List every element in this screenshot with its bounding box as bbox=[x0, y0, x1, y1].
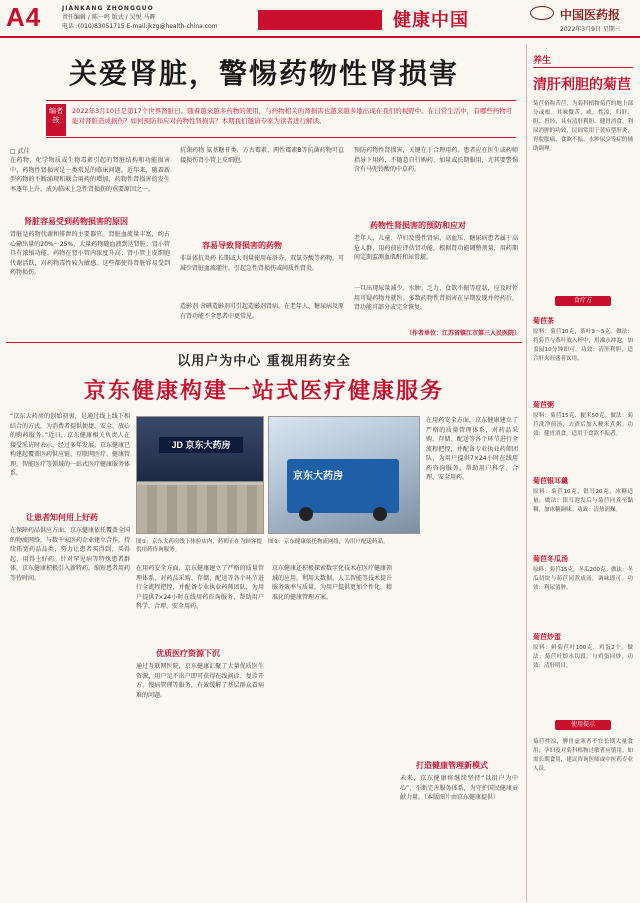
article1-credit: （作者单位：江苏省镇江市第三人民医院） bbox=[406, 330, 521, 337]
article2-col3-para2: 未来，京东健康将继续坚持“以用户为中心”，不断完善服务体系，为守护国民健康贡献力量。（本版图片由京东健康提供） bbox=[400, 775, 518, 801]
article1-col1-para1: 在药物、化学物质或生物毒素引起的肾脏结构和功能损害中，药物性肾损害是一类常见的临床问题。近年来，随着新型药物的不断涌现和联合用药的增加，药物性肾损害的发生率逐年上升，成为临床上急性肾损伤的重要原因之一。 bbox=[10, 157, 170, 193]
sidebar bbox=[526, 44, 636, 902]
article1-title: 关爱肾脏，警惕药物性肾损害 bbox=[68, 57, 459, 90]
sidebar-title: 清肝利胆的菊苣 bbox=[533, 77, 631, 93]
article1-col3-subhead: 药物性肾损害的预防和应对 bbox=[370, 221, 466, 230]
store-floor bbox=[137, 485, 264, 533]
article1-lead: 2022年3月10日是第17个世界肾脏日。随着越来越多药物的使用，与药物相关的肾损害也越来越多地出现在我们的视野中。在日常生活中，有哪些药物可能对肾脏造成损伤？如何预防和应对药物性肾损害？本期我们邀请专家为读者进行解读。 bbox=[72, 107, 513, 125]
article1-col3-para3: 一旦出现尿量减少、水肿、乏力、食欲不振等症状，应及时停用可疑药物并就医。多数药物性肾损害在早期发现并停药后，肾功能可部分或完全恢复。 bbox=[354, 285, 518, 311]
section-divider bbox=[6, 342, 522, 343]
wheel-icon bbox=[299, 507, 313, 521]
sidebar-tip: 菊苣性凉，脾胃虚寒者不宜长期大量食用；孕妇及对菊科植物过敏者应慎用。如需长期食用，建议咨询医师或中医药专业人员。 bbox=[533, 739, 633, 772]
header-red-bar bbox=[258, 10, 382, 30]
sidebar-column-head bbox=[533, 48, 633, 68]
article1-lead-box bbox=[46, 100, 516, 138]
masthead: 中国医药报 bbox=[560, 8, 621, 22]
article2-title: 京东健康构建一站式医疗健康服务 bbox=[83, 378, 444, 404]
editor-note-tag: 编者按 bbox=[46, 104, 66, 136]
recipe3-title: 菊苣银耳羹 bbox=[533, 477, 568, 485]
store-sign: JD 京东大药房 bbox=[159, 437, 243, 453]
article2-subtitle: 以用户为中心 重视用药安全 bbox=[177, 354, 351, 369]
recipe5-title: 菊苣炒蛋 bbox=[533, 633, 561, 641]
recipe2-title: 菊苣粥 bbox=[533, 401, 554, 409]
article2-col2-para2: 通过互联网医院，京东健康汇聚了大量优质医生资源，用户足不出户即可获得在线问诊、复诊开方、慢病管理等服务，有效缓解了基层群众看病难的问题。 bbox=[136, 663, 264, 699]
recipe1-title: 菊苣茶 bbox=[533, 317, 554, 325]
article1-col2-subhead: 容易导致肾损害的药物 bbox=[202, 241, 282, 250]
sidebar-intro: 菊苣俗称苦苣，为菊科植物菊苣的地上部分或根。其味微苦、咸，性凉，归肝、胆、胃经，具有清肝利胆、健胃消食、利尿消肿的功效，民间常用于黄疸型肝炎、胃脘胀痛、食欲不振、水肿尿少等症的辅助调理。 bbox=[533, 101, 633, 152]
photo-delivery-truck bbox=[268, 416, 420, 534]
photo-pharmacy-store bbox=[136, 416, 264, 534]
recipe1-text: 原料：菊苣10克，茶叶3～5克。做法：将菊苣与茶叶放入杯中，用沸水冲泡，加盖闷10分钟即可。功效：清肝利胆，适合肝火旺盛者饮用。 bbox=[533, 329, 633, 362]
header-editors: 责任编辑 / 陈一鸣 版式 / 吴悦 马晖 bbox=[62, 14, 156, 21]
recipe3-text: 原料：菊苣10克，银耳20克，冰糖适量。做法：银耳泡发后与菊苣同煮至黏稠，加冰糖调味。功效：清热润燥。 bbox=[533, 489, 633, 513]
article1-byline: □ 武佳 bbox=[10, 148, 30, 155]
page-number: A4 bbox=[6, 2, 42, 32]
article2-col3-para1: 京东健康还积极探索数字化技术在医疗健康领域的应用，利用大数据、人工智能等技术提升服务效率与质量，为用户提供更加个性化、精准化的健康管理方案。 bbox=[272, 565, 392, 601]
page-header bbox=[0, 0, 640, 38]
article2-col1-subhead: 让患者知何用上好药 bbox=[26, 513, 98, 522]
article1-col3-para1: 预防药物性肾损害，关键在于合理用药。患者应在医生或药师指导下用药，不随意自行购药、加量或长期服用，尤其要警惕含有马兜铃酸的中草药。 bbox=[354, 147, 518, 173]
truck-icon bbox=[287, 459, 399, 513]
header-phone: 电话 :(010)83051715 E-mail:jkzg@health-china.com bbox=[62, 23, 218, 30]
article2-col4-para: 在用药安全方面，京东健康建立了严格的质量管理体系，对药品采购、存储、配送等各个环节进行全流程把控，并配备专业执业药师团队，为用户提供7×24小时在线用药咨询服务，帮助用户科学、合理、安全用药。 bbox=[426, 417, 518, 481]
main-column bbox=[6, 44, 522, 902]
sidebar-column-label: 养生 bbox=[533, 56, 552, 66]
sidebar-banner-tips: 使用提示 bbox=[555, 720, 611, 730]
header-info bbox=[62, 4, 218, 31]
article1-col2-para1: 抗菌药物 氨基糖苷类、万古霉素、两性霉素B等抗菌药物可直接损伤肾小管上皮细胞。 bbox=[180, 147, 344, 164]
recipe2-text: 原料：菊苣15克，粳米50克。做法：菊苣洗净煎汤，去渣后加入粳米煮粥。功效：健胃消食，适用于食欲不振者。 bbox=[533, 413, 633, 437]
header-en-name: JIANKANG ZHONGGUO bbox=[62, 5, 154, 12]
article1-col2-para3: 造影剂 含碘造影剂可引起造影剂肾病，在老年人、糖尿病及原有肾功能不全患者中更常见。 bbox=[180, 303, 344, 320]
truck-label: 京东大药房 bbox=[293, 471, 343, 482]
article1-col1-subhead: 肾脏容易受到药物损害的原因 bbox=[24, 217, 128, 226]
recipe4-title: 菊苣冬瓜汤 bbox=[533, 555, 568, 563]
photo2-caption: 图②：京东健康依托物流网络，为用户配送药品。 bbox=[268, 539, 389, 545]
recipe5-text: 原料：鲜菊苣叶100克，鸡蛋2个。做法：菊苣叶焯水切段，与鸡蛋同炒。功效：清肝明目。 bbox=[533, 645, 633, 669]
article2-col2-subhead: 优质医疗资源下沉 bbox=[156, 649, 220, 658]
article2-col3-subhead: 打造健康管理新模式 bbox=[416, 761, 488, 770]
sidebar-banner-recipes: 食疗方 bbox=[555, 296, 611, 306]
article2-col1-para2: 在保障药品供应方面，京东健康依托覆盖全国的物流网络，与数千家医药企业建立合作，持续拓宽药品品类，努力让患者买得到、买得起、用得上好药。针对罕见病等特殊患者群体，京东健康积极引入新特药，缩短患者用药等待时间。 bbox=[10, 527, 130, 582]
section-title: 健康中国 bbox=[393, 10, 469, 31]
article1-col2-para2: 非甾体抗炎药 长期或大剂量使用布洛芬、双氯芬酸等药物，可减少肾脏血流灌注，引起急性肾损伤或间质性肾炎。 bbox=[180, 255, 344, 272]
recipe4-text: 原料：菊苣15克，冬瓜200克。做法：冬瓜切块与菊苣同煮成汤，调味即可。功效：利尿消肿。 bbox=[533, 567, 633, 591]
article2-col2-para1: 在用药安全方面，京东健康建立了严格的质量管理体系，对药品采购、存储、配送等各个环节进行全流程把控，并配备专业执业药师团队，为用户提供7×24小时在线用药咨询服务，帮助用户科学、合理、安全用药。 bbox=[136, 565, 264, 610]
article1-col1-para2: 肾脏是药物代谢和排泄的主要器官。肾脏血流量丰富，约占心输出量的20%～25%，大量药物随血液到达肾脏；肾小管具有浓缩功能，药物在肾小管内浓度升高；肾小管上皮细胞代谢活跃，对药物毒性较为敏感。这些都使得肾脏容易受到药物损伤。 bbox=[10, 231, 170, 276]
newspaper-logo-icon bbox=[530, 6, 554, 20]
wheel-icon bbox=[373, 507, 387, 521]
article2-col1-para1: “京东大药房的创始初衷，是通过线上线下相结合的方式，为消费者提供便捷、安全、放心的购药服务。”近日，京东健康相关负责人在接受采访时表示，经过多年发展，京东健康已构建起覆盖医药供应链、互联网医疗、健康管理、智能医疗等领域的一站式医疗健康服务体系。 bbox=[10, 413, 130, 477]
issue-date: 2022年3月9日 星期三 bbox=[560, 26, 621, 33]
article1-col3-para2: 老年人、儿童、孕妇及慢性肾病、高血压、糖尿病患者属于高危人群，用药前应评估肾功能，根据肾功能调整剂量，用药期间定期监测血肌酐和尿常规。 bbox=[354, 235, 518, 261]
photo1-caption: 图①：京东大药房线下体验店内，药师正在为顾客提供用药咨询服务。 bbox=[136, 539, 262, 553]
